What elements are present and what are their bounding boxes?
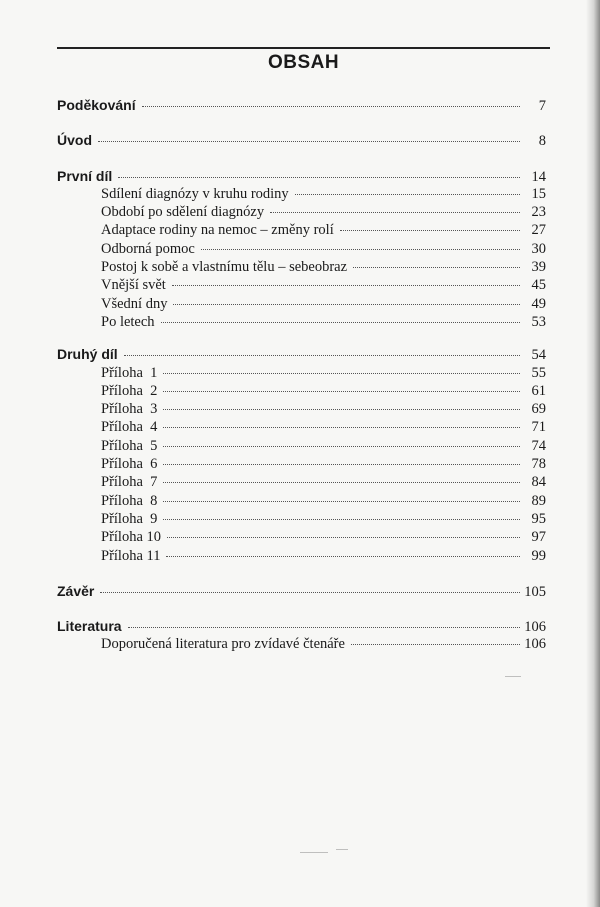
scan-artifact: [336, 849, 348, 850]
dot-leader: [353, 267, 520, 268]
dot-leader: [128, 627, 520, 628]
dot-leader: [161, 322, 520, 323]
toc-entry-uvod[interactable]: [57, 131, 546, 149]
toc-subentry-label: Všední dny: [101, 295, 168, 312]
toc-subentry[interactable]: [57, 276, 546, 294]
toc-subentry-label: Příloha 7: [101, 474, 158, 491]
toc-subentry[interactable]: [57, 203, 546, 221]
toc-subentry-label: Sdílení diagnózy v kruhu rodiny: [101, 185, 289, 202]
toc-subentry-page: 30: [531, 240, 546, 257]
toc-entry-page: 105: [524, 583, 546, 600]
toc-entry-page: 106: [524, 619, 546, 636]
toc-subentry-label: Příloha 8: [101, 492, 158, 509]
dot-leader: [270, 212, 520, 213]
scan-artifact: [505, 676, 521, 677]
toc-entry-literatura[interactable]: [57, 617, 546, 635]
toc-subentry-page: 45: [531, 277, 546, 294]
toc-subentry-page: 55: [531, 364, 546, 381]
toc-subentry-label: Postoj k sobě a vlastnímu tělu – sebeobraz: [101, 259, 348, 276]
toc-subentry-label: Doporučená literatura pro zvídavé čtenáře: [101, 636, 345, 653]
toc-entry-podekovani[interactable]: [57, 96, 546, 114]
toc-subentry[interactable]: [57, 547, 546, 565]
toc-subentry-page: 106: [524, 636, 546, 653]
toc-subentry-label: Příloha 3: [101, 401, 158, 418]
toc-entry-page: 54: [531, 347, 546, 364]
toc-entry-prvni-dil[interactable]: [57, 167, 546, 185]
dot-leader: [173, 304, 520, 305]
toc-subentry-page: 97: [531, 529, 546, 546]
page-title: OBSAH: [267, 52, 340, 73]
toc-subentry-page: 49: [531, 295, 546, 312]
toc-subentry[interactable]: [57, 382, 546, 400]
toc-subentry[interactable]: [57, 418, 546, 436]
dot-leader: [167, 537, 520, 538]
toc-subentry[interactable]: [57, 528, 546, 546]
dot-leader: [340, 230, 520, 231]
toc-entry-label: Poděkování: [57, 97, 136, 113]
toc-subentry[interactable]: [57, 313, 546, 331]
toc-subentry-page: 71: [531, 419, 546, 436]
dot-leader: [142, 106, 520, 107]
toc-subentry-page: 69: [531, 401, 546, 418]
toc-subentry-label: Odborná pomoc: [101, 240, 195, 257]
toc-entry-druhy-dil[interactable]: [57, 345, 546, 363]
toc-entry-page: 8: [538, 133, 546, 150]
toc-subentry[interactable]: [57, 295, 546, 313]
toc-entry-page: 14: [531, 168, 546, 185]
dot-leader: [295, 194, 520, 195]
dot-leader: [163, 409, 520, 410]
dot-leader: [124, 355, 520, 356]
toc-subentry-page: 15: [531, 185, 546, 202]
dot-leader: [163, 427, 520, 428]
toc-subentry-page: 95: [531, 510, 546, 527]
dot-leader: [351, 644, 520, 645]
toc-subentry-label: Příloha 4: [101, 419, 158, 436]
dot-leader: [118, 177, 520, 178]
toc-subentry[interactable]: [57, 258, 546, 276]
toc-entry-label: Druhý díl: [57, 346, 118, 363]
toc-subentry[interactable]: [57, 510, 546, 528]
toc-subentry-label: Příloha 6: [101, 456, 158, 473]
toc-subentry-page: 89: [531, 492, 546, 509]
toc-subentry-label: Příloha 1: [101, 364, 158, 381]
toc-entry-label: Závěr: [57, 582, 95, 599]
header-rule: [57, 47, 550, 49]
toc-subentry-label: Adaptace rodiny na nemoc – změny rolí: [101, 222, 334, 239]
dot-leader: [163, 482, 520, 483]
toc-subentry-page: 99: [531, 547, 546, 564]
page-edge-shadow: [586, 0, 600, 907]
dot-leader: [163, 519, 520, 520]
toc-subentry-label: Vnější svět: [101, 277, 166, 294]
toc-subentry[interactable]: [57, 437, 546, 455]
dot-leader: [172, 285, 520, 286]
dot-leader: [166, 556, 520, 557]
toc-subentry[interactable]: [57, 455, 546, 473]
toc-subentry-page: 74: [531, 437, 546, 454]
dot-leader: [163, 391, 520, 392]
toc-subentry-page: 84: [531, 474, 546, 491]
dot-leader: [163, 446, 520, 447]
table-of-contents: [57, 96, 546, 654]
dot-leader: [163, 373, 520, 374]
toc-subentry-page: 23: [531, 204, 546, 221]
dot-leader: [98, 141, 520, 142]
toc-subentry[interactable]: [57, 221, 546, 239]
toc-subentry-label: Příloha 9: [101, 510, 158, 527]
toc-subentry-label: Příloha 11: [101, 547, 161, 564]
toc-subentry-page: 39: [531, 259, 546, 276]
toc-subentry-label: Příloha 5: [101, 437, 158, 454]
toc-subentry[interactable]: [57, 185, 546, 203]
toc-subentry[interactable]: [57, 473, 546, 491]
toc-subentry-label: Období po sdělení diagnózy: [101, 204, 265, 221]
dot-leader: [163, 501, 520, 502]
toc-entry-zaver[interactable]: [57, 582, 546, 600]
toc-subentry[interactable]: [57, 492, 546, 510]
toc-entry-page: 7: [538, 98, 546, 114]
dot-leader: [201, 249, 520, 250]
dot-leader: [100, 592, 520, 593]
toc-subentry-page: 53: [531, 313, 546, 330]
toc-entry-label: Úvod: [57, 132, 92, 149]
toc-subentry[interactable]: [57, 400, 546, 418]
toc-subentry-label: Příloha 10: [101, 529, 162, 546]
toc-subentry-page: 27: [531, 222, 546, 239]
toc-subentry[interactable]: [57, 240, 546, 258]
toc-entry-label: Literatura: [57, 618, 122, 635]
toc-subentry-page: 61: [531, 382, 546, 399]
toc-subentry-label: Příloha 2: [101, 382, 158, 399]
toc-subentry[interactable]: [57, 635, 546, 653]
toc-subentry-page: 78: [531, 456, 546, 473]
scan-artifact: [300, 852, 328, 853]
toc-entry-label: První díl: [57, 167, 113, 184]
dot-leader: [163, 464, 520, 465]
toc-subentry-label: Po letech: [101, 313, 155, 330]
toc-subentry[interactable]: [57, 364, 546, 382]
